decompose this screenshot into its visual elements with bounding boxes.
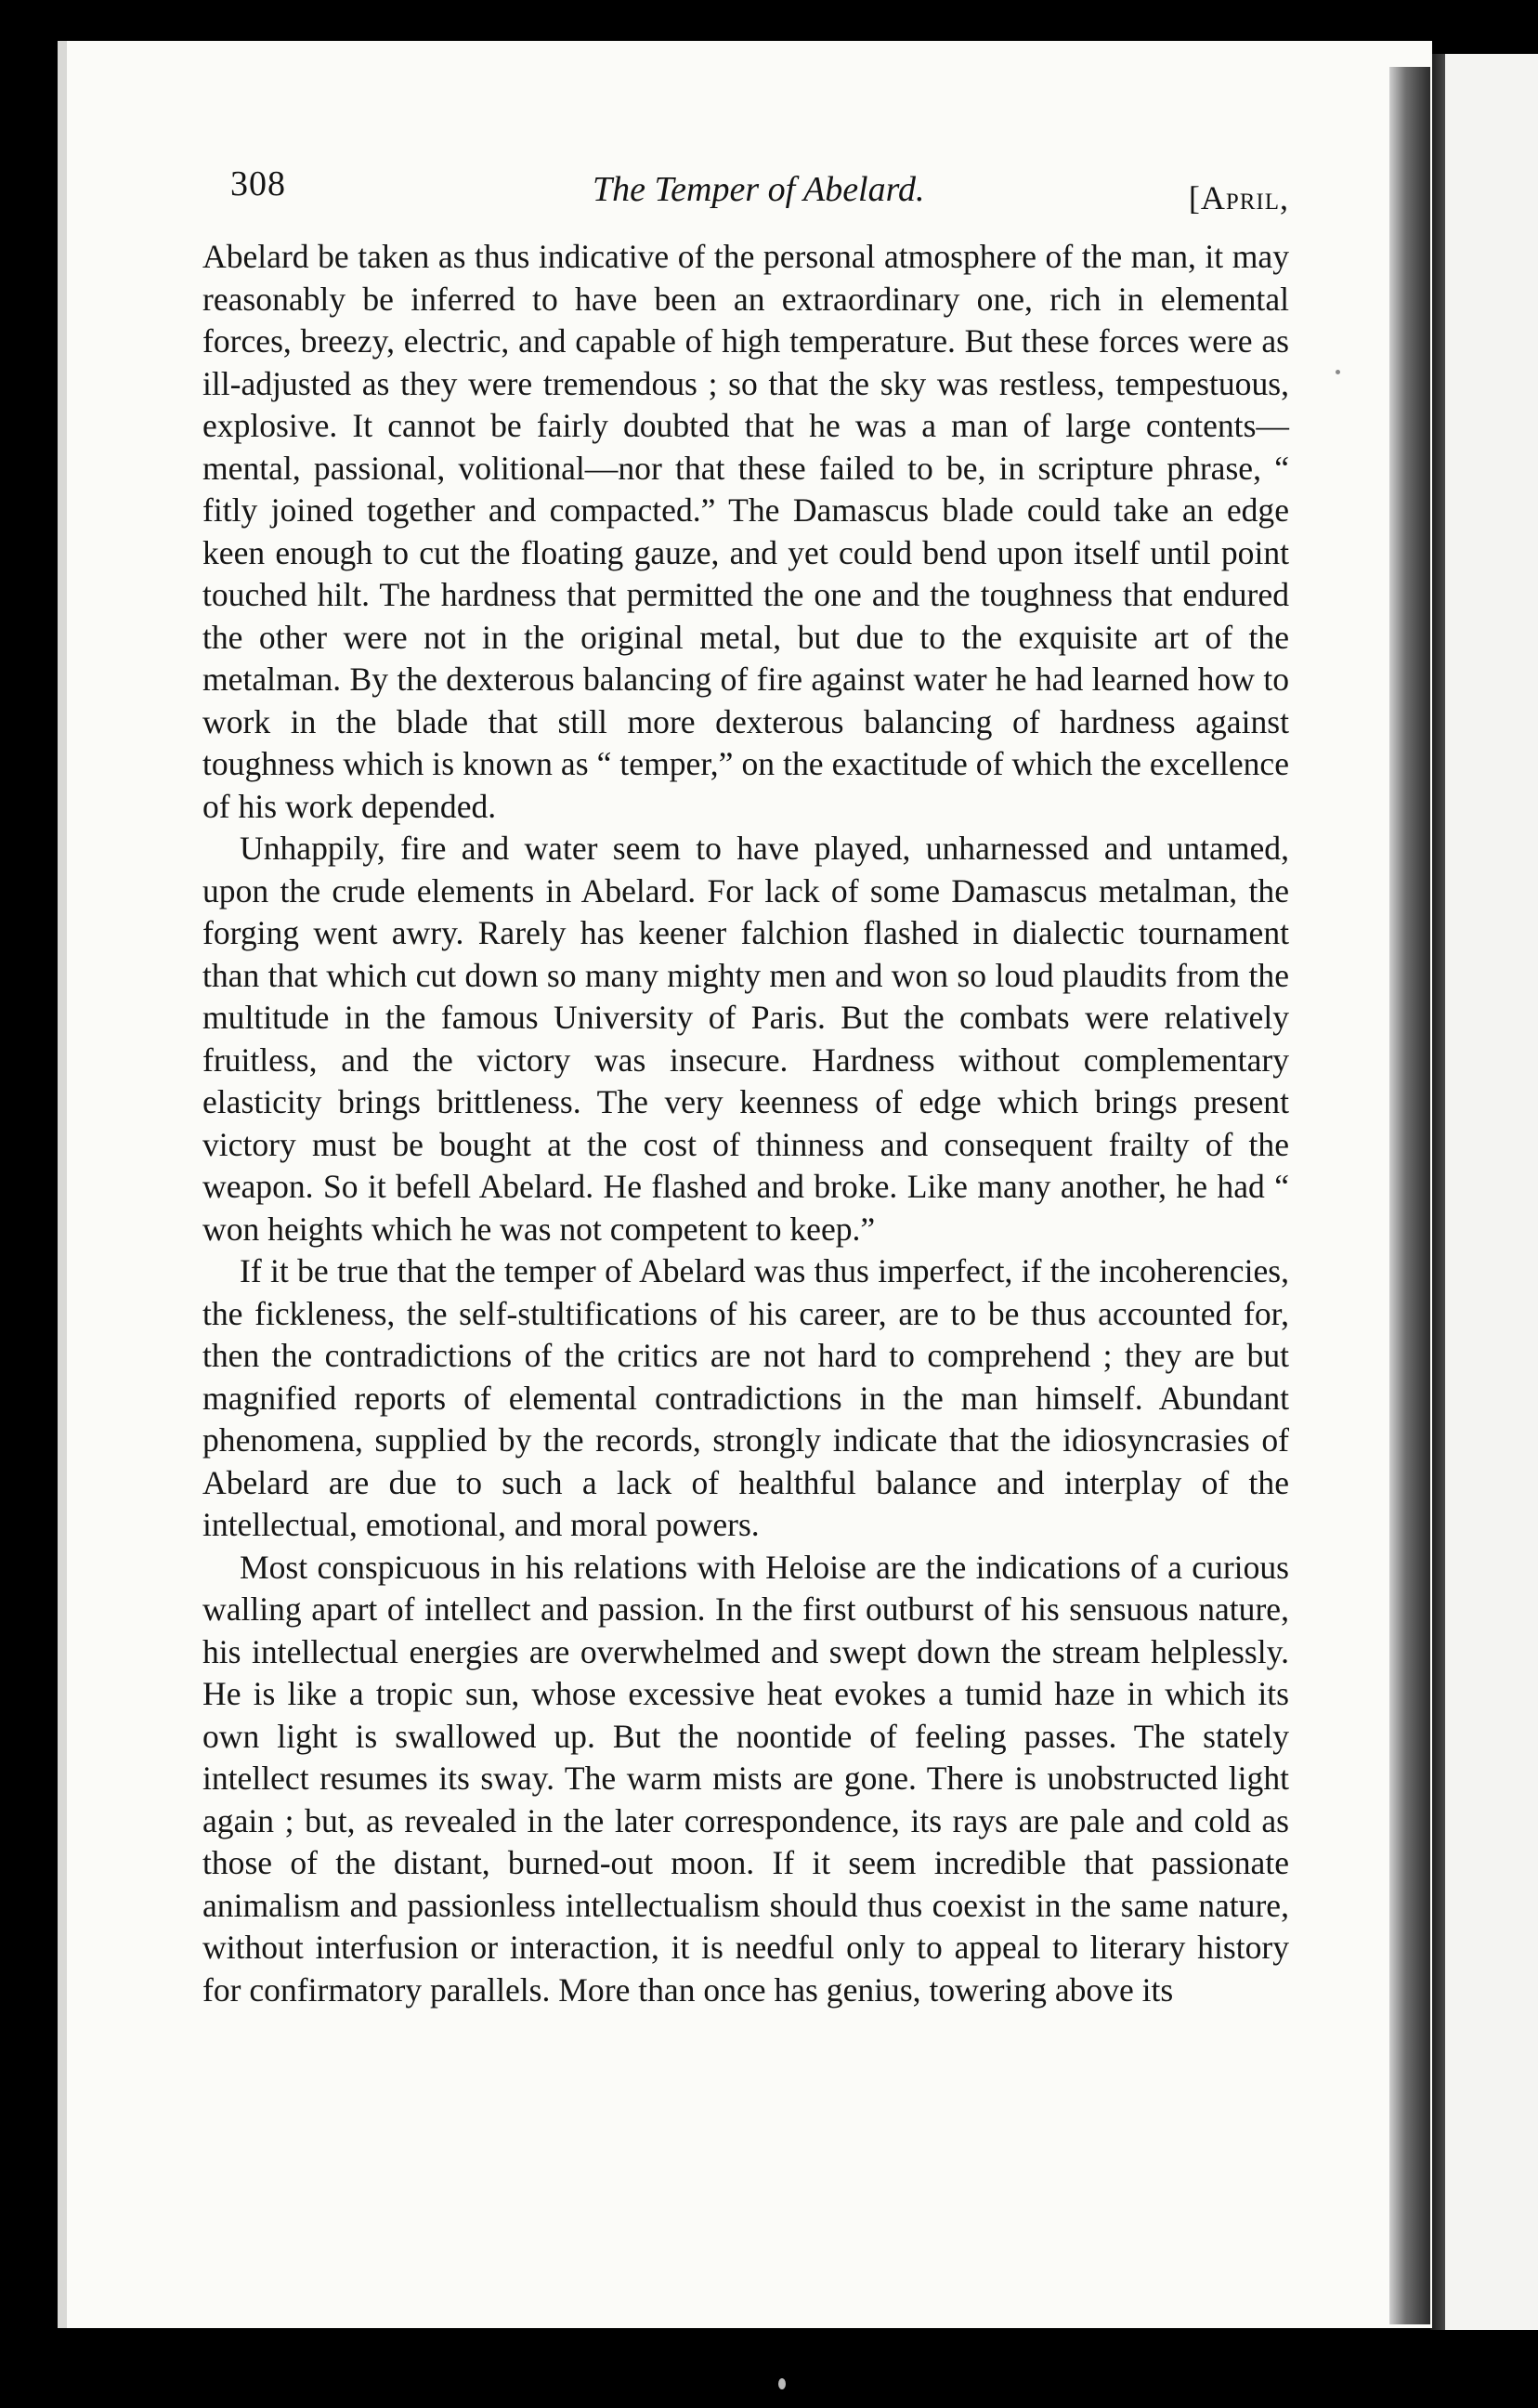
- scan-speck: [1336, 370, 1340, 374]
- section-marker: [April,: [1188, 179, 1289, 216]
- page-edge-shadow: [1389, 67, 1430, 2324]
- body-text: [202, 236, 1289, 2011]
- running-title: The Temper of Abelard.: [593, 170, 925, 209]
- page-number: 308: [230, 164, 286, 203]
- running-header: [230, 164, 1289, 219]
- paragraph-1: Abelard be taken as thus indicative of the personal atmosphere of the man, it may reasonably be inferred to have been an extraordinary one, rich in elemental forces, breezy, electric, and capable of high temperature. But these forces were as ill-adjusted as they were tremendous ; so that the sky was restless, tempestuous, explosive. It cannot be fairly doubted that he was a man of large contents—mental, passional, volitional—nor that these failed to be, in scripture phrase, “ fitly joined together and compacted.” The Damascus blade could take an edge keen enough to cut the floating gauze, and yet could bend upon itself until point touched hilt. The hardness that permitted the one and the toughness that endured the other were not in the original metal, but due to the exquisite art of the metalman. By the dexterous balancing of fire against water he had learned how to work in the blade that still more dexterous balancing of hardness against toughness which is known as “ temper,” on the exactitude of which the excellence of his work depended.: [202, 238, 1289, 825]
- paragraph-2: Unhappily, fire and water seem to have played, unharnessed and untamed, upon the crude elements in Abelard. For lack of some Damascus metalman, the forging went awry. Rarely has keener falchion flashed in dialectic tournament than that which cut down so many mighty men and won so loud plaudits from the multitude in the famous University of Paris. But the combats were relatively fruitless, and the victory was insecure. Hardness without complementary elasticity brings brittleness. The very keenness of edge which brings present victory must be bought at the cost of thinness and consequent frailty of the weapon. So it befell Abelard. He flashed and broke. Like many another, he had “ won heights which he was not competent to keep.”: [202, 830, 1289, 1248]
- scan-speck: [778, 2378, 786, 2389]
- adjacent-page: [1445, 54, 1538, 2330]
- paragraph-4: Most conspicuous in his relations with Heloise are the indications of a curious walling apart of intellect and passion. In the first outburst of his sensuous nature, his intellectual energies are overwhelmed and swept down the stream helplessly. He is like a tropic sun, whose excessive heat evokes a tumid haze in which its own light is swallowed up. But the noontide of feeling passes. The stately intellect resumes its sway. The warm mists are gone. There is unobstructed light again ; but, as revealed in the later correspondence, its rays are pale and cold as those of the distant, burned-out moon. If it seem incredible that passionate animalism and passionless intellectualism should thus coexist in the same nature, without interfusion or interaction, it is needful only to appeal to literary history for confirmatory parallels. More than once has genius, towering above its: [202, 1548, 1289, 2009]
- paragraph-3: If it be true that the temper of Abelard was thus imperfect, if the incoherencies, the fickleness, the self-stultifications of his career, are to be thus accounted for, then the contradictions of the critics are not hard to comprehend ; they are but magnified reports of elemental contradictions in the man himself. Abundant phenomena, supplied by the records, strongly indicate that the idiosyncrasies of Abelard are due to such a lack of healthful balance and interplay of the intellectual, emotional, and moral powers.: [202, 1252, 1289, 1543]
